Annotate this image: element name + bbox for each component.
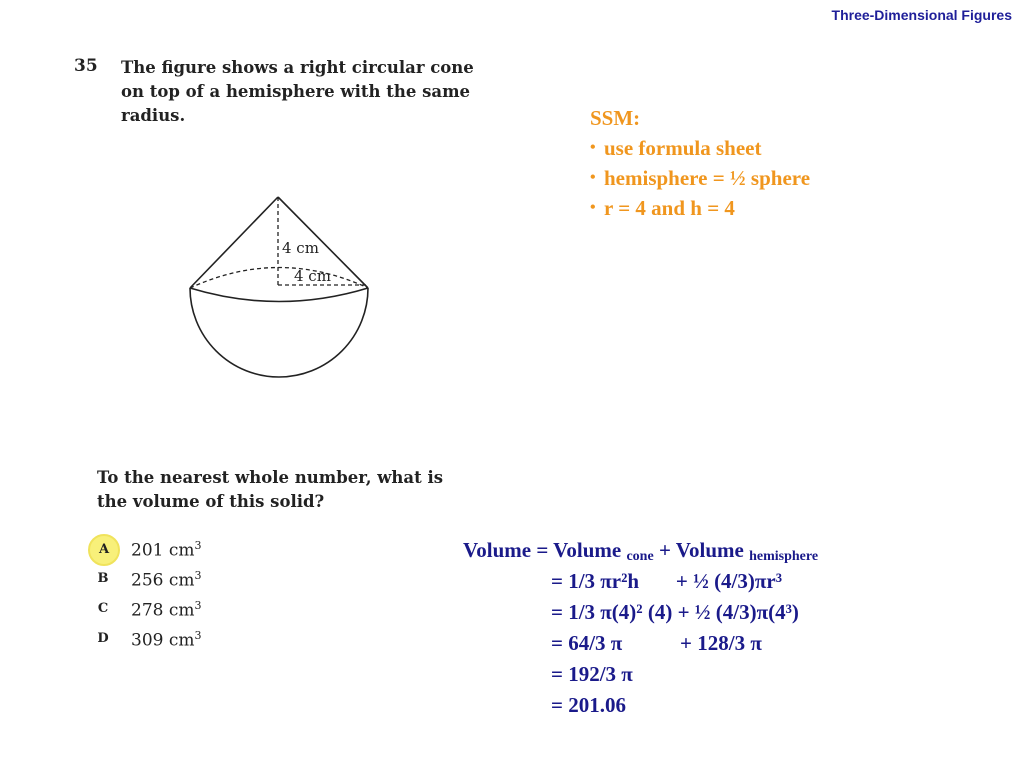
height-label: 4 cm <box>282 239 319 257</box>
question-line: radius. <box>121 106 186 125</box>
work-line-1: Volume = Volume $_{cone}$ + Volume $_{hemisphere}$ <box>463 538 819 564</box>
choice-letter: B <box>97 571 109 586</box>
choice-c[interactable] <box>88 594 288 624</box>
question-text <box>121 56 561 128</box>
ssm-title: SSM: <box>590 106 641 130</box>
choice-value: 256 $cm^3$ <box>131 569 202 591</box>
choice-letter: D <box>97 631 109 646</box>
work-line: = 192/3 π <box>551 662 633 686</box>
solution-work <box>463 535 818 721</box>
question-number: 35 <box>74 56 98 76</box>
ssm-bullet: • r = 4 and h = 4 <box>590 196 735 220</box>
ssm-bullet: • use formula sheet <box>590 136 762 160</box>
choice-letter: A <box>88 534 120 566</box>
cone-left-side <box>190 197 278 288</box>
work-line: = 64/3 π + 128/3 π <box>551 631 762 655</box>
work-line: = 1/3 πr²h + ½ (4/3)πr³ <box>551 569 783 593</box>
choice-value: 201 $cm^3$ <box>131 539 202 561</box>
choice-b[interactable] <box>88 564 288 594</box>
choice-a[interactable] <box>88 534 288 564</box>
ssm-bullet: • hemisphere = ½ sphere <box>590 166 811 190</box>
choice-value: 278 $cm^3$ <box>131 599 202 621</box>
radius-label: 4 cm <box>294 267 331 285</box>
choice-letter: C <box>97 601 109 616</box>
work-line: = 1/3 π(4)² (4) + ½ (4/3)π(4³) <box>551 600 799 624</box>
question-line: The figure shows a right circular cone <box>121 58 474 77</box>
slide-title: Three-Dimensional Figures <box>831 7 1012 23</box>
question-prompt <box>97 466 527 514</box>
choice-value: 309 $cm^3$ <box>131 629 202 651</box>
question-line: on top of a hemisphere with the same <box>121 82 471 101</box>
prompt-line: To the nearest whole number, what is <box>97 468 444 487</box>
prompt-line: the volume of this solid? <box>97 492 325 511</box>
choice-d[interactable] <box>88 624 288 654</box>
ssm-notes <box>590 103 810 223</box>
cone-hemisphere-figure <box>170 185 390 385</box>
work-line: = 201.06 <box>551 693 626 717</box>
rim-front <box>190 288 368 302</box>
